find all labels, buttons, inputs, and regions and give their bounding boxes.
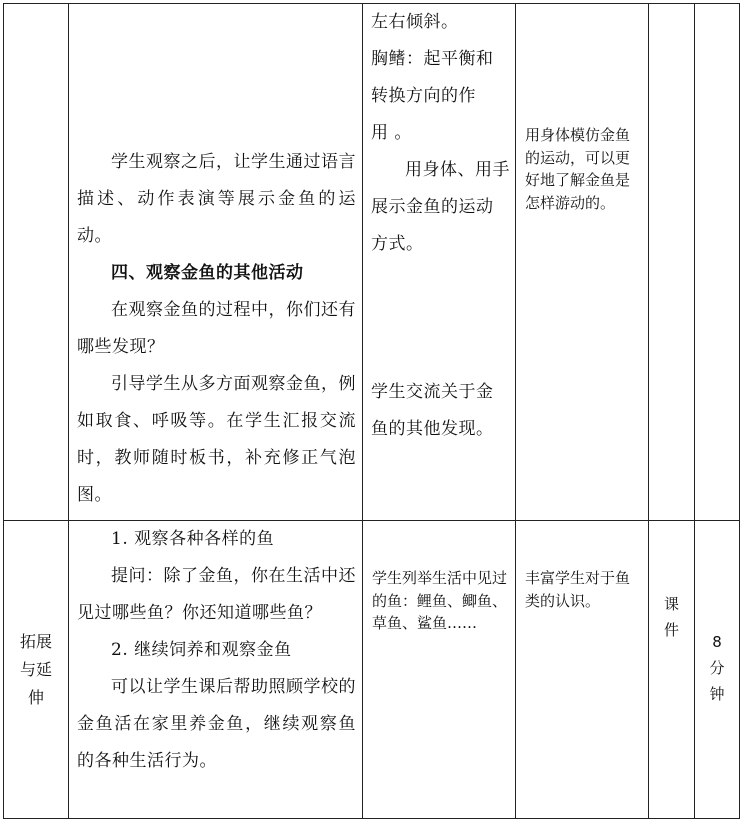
student-activity-cell bbox=[363, 4, 516, 521]
student-line: 转换方向的作 bbox=[371, 86, 476, 106]
resource-cell bbox=[649, 521, 695, 819]
stage-cell bbox=[4, 521, 69, 819]
student-line: 展示金鱼的运动 bbox=[371, 197, 494, 217]
teacher-activity-cell bbox=[69, 4, 363, 521]
table-row bbox=[4, 521, 740, 819]
design-intent-cell bbox=[516, 521, 649, 819]
resource-text: 课件 bbox=[663, 595, 679, 639]
student-line: 鱼的其他发现。 bbox=[371, 419, 494, 439]
design-intent-cell bbox=[516, 4, 649, 521]
teacher-paragraph: 提问：除了金鱼，你在生活中还见过哪些鱼？你还知道哪些鱼？ bbox=[77, 566, 356, 623]
resource-cell bbox=[649, 4, 695, 521]
student-line: 用 。 bbox=[371, 123, 412, 143]
intent-text: 用身体模仿金鱼的运动，可以更好地了解金鱼是怎样游动的。 bbox=[525, 126, 631, 212]
teacher-paragraph: 1. 观察各种各样的鱼 bbox=[111, 529, 275, 549]
table-row bbox=[4, 4, 740, 521]
teacher-paragraph: 引导学生从多方面观察金鱼，例如取食、呼吸等。在学生汇报交流时，教师随时板书，补充修正气泡图。 bbox=[77, 374, 356, 505]
teacher-paragraph: 在观察金鱼的过程中，你们还有哪些发现？ bbox=[77, 300, 356, 357]
time-cell bbox=[695, 521, 740, 819]
time-text: 8分钟 bbox=[709, 633, 725, 703]
student-text: 学生列举生活中见过的鱼：鲤鱼、鲫鱼、草鱼、鲨鱼…… bbox=[372, 569, 508, 632]
lesson-plan-table bbox=[3, 3, 740, 819]
stage-label: 拓展与延伸 bbox=[19, 631, 52, 707]
stage-cell bbox=[4, 4, 69, 521]
teacher-activity-cell bbox=[69, 521, 363, 819]
student-line: 方式。 bbox=[371, 234, 424, 254]
intent-text: 丰富学生对于鱼类的认识。 bbox=[525, 569, 631, 610]
section-heading: 四、观察金鱼的其他活动 bbox=[111, 263, 304, 283]
teacher-paragraph: 2. 继续饲养和观察金鱼 bbox=[111, 640, 292, 660]
student-line: 胸鳍：起平衡和 bbox=[371, 49, 494, 69]
student-line: 用身体、用手 bbox=[405, 160, 510, 180]
teacher-paragraph: 可以让学生课后帮助照顾学校的金鱼活在家里养金鱼，继续观察鱼的各种生活行为。 bbox=[77, 677, 356, 771]
student-line: 左右倾斜。 bbox=[371, 12, 459, 32]
student-activity-cell bbox=[363, 521, 516, 819]
time-cell bbox=[695, 4, 740, 521]
student-line: 学生交流关于金 bbox=[371, 382, 494, 402]
teacher-paragraph: 学生观察之后，让学生通过语言描述、动作表演等展示金鱼的运动。 bbox=[77, 152, 356, 246]
